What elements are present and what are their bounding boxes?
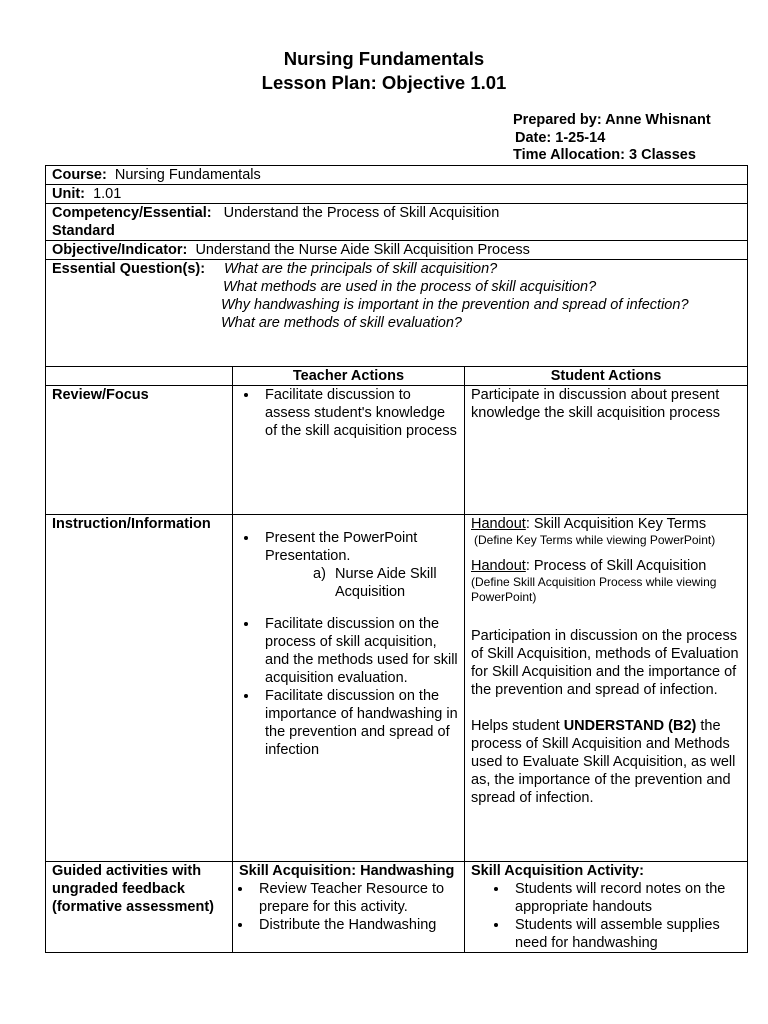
helps-suffix: the process of Skill Acquisition and Methods used to Evaluate Skill Acquisition, as well as, the importance of the prevention and spread of infection. [471,718,736,806]
column-header-row [46,367,748,386]
essential-question: What methods are used in the process of skill acquisition? [223,279,597,295]
sub-item-marker: a) [313,566,326,582]
document-title: Nursing Fundamentals [283,48,485,69]
list-item: • Facilitate discussion on the process of skill acquisition, and the methods used for skill acquisition evaluation. [259,615,458,687]
list-item: • Facilitate discussion on the importance of handwashing in the prevention and spread of infection [259,687,458,759]
list-item: • Students will record notes on the appropriate handouts [509,880,741,916]
competency-label: Competency/Essential: [52,205,212,221]
guided-teacher-list [239,880,458,934]
essential-questions-label: Essential Question(s): [52,261,206,277]
guided-row [46,862,748,953]
prepared-by: Prepared by: Anne Whisnant [513,112,711,128]
essential-question: Why handwashing is important in the prevention and spread of infection? [221,297,689,313]
date: Date: 1-25-14 [515,129,606,146]
handout-label: Handout [471,516,526,532]
lesson-plan-table [45,165,748,953]
unit-row [46,185,748,204]
list-item: • Distribute the Handwashing [253,916,458,934]
list-item: • Students will assemble supplies need for handwashing [509,916,741,952]
instruction-teacher-list [239,529,458,759]
objective-row [46,241,748,260]
review-student-text: Participate in discussion about present knowledge the skill acquisition process [465,386,748,515]
essential-questions-row [46,260,748,367]
document-subtitle: Lesson Plan: Objective 1.01 [261,72,507,93]
handout-note: (Define Key Terms while viewing PowerPoint) [474,533,716,547]
instruction-row [46,515,748,862]
guided-student-heading: Skill Acquisition Activity: [471,863,644,879]
essential-question: What are methods of skill evaluation? [221,315,462,331]
competency-label-standard: Standard [52,223,115,239]
list-item-text: Present the PowerPoint Presentation. [265,530,418,564]
student-actions-header: Student Actions [465,367,748,386]
helps-bold: UNDERSTAND (B2) [563,718,697,734]
competency-row [46,204,748,241]
sub-item-text: Nurse Aide Skill Acquisition [335,566,437,600]
guided-student-list [471,880,741,952]
prepared-block [513,112,711,165]
review-row [46,386,748,515]
objective-value: Understand the Nurse Aide Skill Acquisition Process [195,242,530,258]
unit-label: Unit: [52,186,86,202]
guided-teacher-heading: Skill Acquisition: Handwashing [239,863,455,879]
unit-value: 1.01 [93,186,122,202]
list-item [259,529,458,601]
teacher-actions-header: Teacher Actions [233,367,465,386]
participation-text: Participation in discussion on the process of Skill Acquisition, methods of Evaluation for Skill Acquisition and the importance of the prevention and spread of infection. [471,628,739,698]
objective-label: Objective/Indicator: [52,242,188,258]
instruction-label: Instruction/Information [46,515,233,862]
helps-prefix: Helps student [471,718,564,734]
handout-note: (Define Skill Acquisition Process while viewing PowerPoint) [471,575,717,604]
guided-label: Guided activities with ungraded feedback (formative assessment) [46,862,233,953]
handout-key-terms [471,515,741,533]
competency-value: Understand the Process of Skill Acquisition [223,205,500,221]
handout-label: Handout [471,558,526,574]
handout-title: : Skill Acquisition Key Terms [525,516,707,532]
review-teacher-list [239,386,458,440]
course-row [46,166,748,185]
review-label: Review/Focus [46,386,233,515]
course-label: Course: [52,167,107,183]
course-value: Nursing Fundamentals [114,167,261,183]
list-item: • Review Teacher Resource to prepare for this activity. [253,880,458,916]
list-item: • Facilitate discussion to assess student's knowledge of the skill acquisition process [259,386,458,440]
time-allocation: Time Allocation: 3 Classes [513,147,696,163]
essential-question: What are the principals of skill acquisition? [224,261,498,277]
handout-title: : Process of Skill Acquisition [525,558,707,574]
handout-process [471,557,741,575]
helps-student-text [471,717,741,807]
